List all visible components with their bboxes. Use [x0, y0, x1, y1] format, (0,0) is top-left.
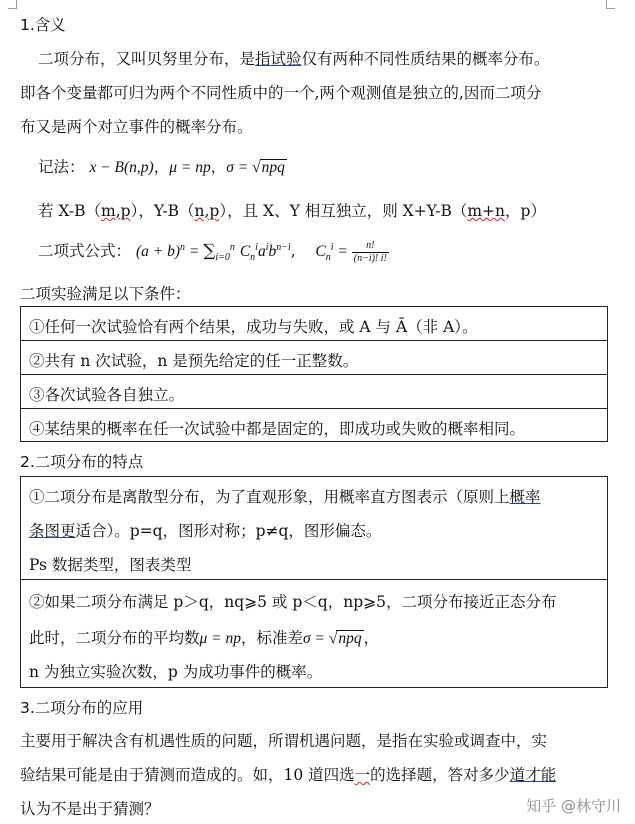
binomial-label: 二项式公式：: [38, 242, 132, 260]
conditions-title: 二项实验满足以下条件：: [20, 285, 191, 303]
corner-mark-top-right: [606, 0, 615, 9]
feature-row-2: [21, 580, 607, 687]
feature-1-line-2: 条图更适合）。p=q，图形对称；p≠q，图形偏态。: [29, 522, 382, 540]
feature-row-1: [21, 477, 607, 580]
corner-mark-top-left: [8, 0, 17, 9]
independence-line: 若 X-B（m,p），Y-B（n,p），且 X、Y 相互独立，则 X+Y-B（m+n，p）: [38, 202, 546, 220]
condition-row: [21, 409, 607, 443]
feature-2-line-1: ②如果二项分布满足 p＞q，nq⩾5 或 p＜q，np⩾5，二项分布接近正态分布: [29, 593, 557, 611]
features-table: [20, 476, 608, 688]
section-1-paragraph-line-2: 即各个变量都可归为两个不同性质中的一个,两个观测值是独立的,因而二项分: [20, 84, 542, 102]
feature-2-line-2: 此时，二项分布的平均数μ = np，标准差σ = √npq ，: [29, 629, 380, 647]
condition-text: ①任何一次试验恰有两个结果，成功与失败，或 A 与 Ā（非 A）。: [29, 318, 478, 336]
section-1-paragraph-line-3: 布又是两个对立事件的概率分布。: [20, 118, 253, 136]
notation-line: 记法： x − B(n,p)，μ = np，σ = √npq: [38, 158, 285, 176]
notation-label: 记法：: [38, 158, 85, 176]
conditions-table: [20, 306, 608, 442]
feature-2-line-3: n 为独立实验次数，p 为成功事件的概率。: [29, 663, 323, 681]
watermark: 知乎 @林守川: [526, 797, 621, 815]
feature-1-line-3: Ps 数据类型，图表类型: [29, 556, 192, 574]
section-2-title: 2.二项分布的特点: [20, 453, 144, 471]
section-3-title: 3.二项分布的应用: [20, 699, 144, 717]
notation-formula: x − B(n,p): [89, 159, 154, 176]
condition-text: ②共有 n 次试验，n 是预先给定的任一正整数。: [29, 352, 359, 370]
section-3-paragraph-line-3: 认为不是出于猜测？: [20, 800, 160, 818]
condition-text: ③各次试验各自独立。: [29, 386, 185, 404]
feature-2-line-2-prefix: 此时，二项分布的平均数: [29, 629, 200, 647]
section-3-paragraph-line-1: 主要用于解决含有机遇性质的问题，所谓机遇问题，是指在实验或调查中，实: [20, 732, 548, 750]
section-3-paragraph-line-2: 验结果可能是由于猜测而造成的。如，10 道四选一的选择题，答对多少道才能: [20, 766, 557, 784]
section-1-paragraph-line-1: 二项分布，又叫贝努里分布，是指试验仅有两种不同性质结果的概率分布。: [38, 50, 550, 68]
feature-1-line-1: ①二项分布是离散型分布，为了直观形象，用概率直方图表示（原则上概率: [29, 488, 541, 506]
condition-row: [21, 307, 607, 341]
section-1-title: 1.含义: [20, 16, 66, 34]
condition-row: [21, 341, 607, 375]
binomial-formula-line: 二项式公式： $(a + b)^n = \sum_{i=0}^n$ $C_n^ia^ib^{n-i}$, $C_n^i$ = $\frac{n!}{(n-i)! i!}$: [38, 239, 387, 264]
condition-row: [21, 375, 607, 409]
condition-text: ④某结果的概率在任一次试验中都是固定的，即成功或失败的概率相同。: [29, 420, 526, 438]
